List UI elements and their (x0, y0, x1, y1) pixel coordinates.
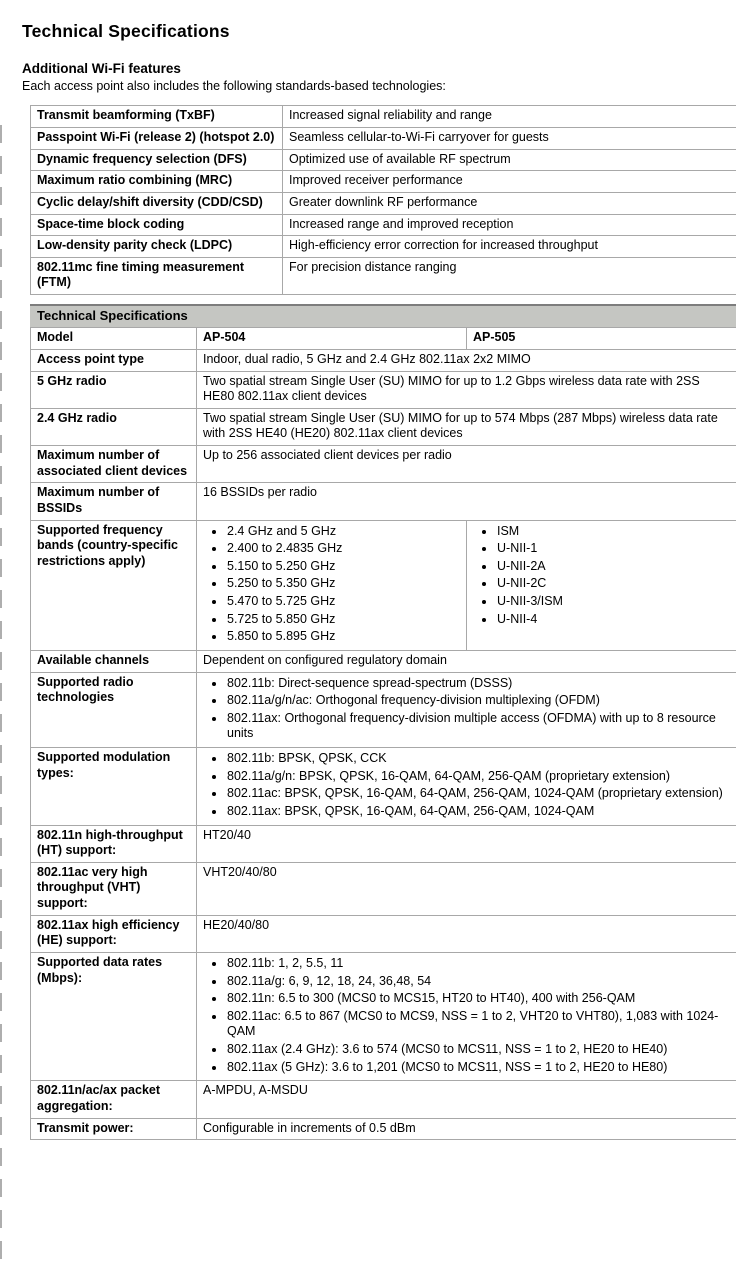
spec-label-cell: Available channels (31, 650, 197, 672)
bullet-list (203, 956, 731, 1075)
feature-row (31, 214, 736, 236)
spec-label-cell: 802.11n/ac/ax packet aggregation: (31, 1081, 197, 1118)
spec-label-cell: Access point type (31, 349, 197, 371)
bullet-item: • 2.4 GHz and 5 GHz (226, 524, 460, 540)
spec-value-cell: Configurable in increments of 0.5 dBm (197, 1118, 736, 1140)
spec-row (31, 748, 736, 826)
spec-label-cell: Supported frequency bands (country-specific restrictions apply) (31, 520, 197, 650)
bullet-item: • 5.470 to 5.725 GHz (226, 594, 460, 610)
feature-row (31, 106, 736, 128)
spec-label-cell: Transmit power: (31, 1118, 197, 1140)
page-title: Technical Specifications (22, 21, 736, 43)
bullet-item: • U-NII-2A (496, 559, 731, 575)
feature-name-cell: Passpoint Wi-Fi (release 2) (hotspot 2.0) (31, 128, 283, 150)
spec-label-cell: Supported radio technologies (31, 672, 197, 748)
bullet-item: • 802.11ac: 6.5 to 867 (MCS0 to MCS9, NSS = 1 to 2, VHT20 to VHT80), 1,083 with 1024-QAM (226, 1009, 731, 1040)
wifi-features-table (30, 105, 736, 295)
bullet-item: • 5.725 to 5.850 GHz (226, 612, 460, 628)
feature-benefit-cell: Increased signal reliability and range (283, 106, 736, 128)
feature-benefit-cell: Seamless cellular-to-Wi-Fi carryover for guests (283, 128, 736, 150)
spec-row (31, 483, 736, 520)
feature-benefit-cell: For precision distance ranging (283, 257, 736, 294)
bullet-item: • 5.150 to 5.250 GHz (226, 559, 460, 575)
bullet-item: • 802.11a/g: 6, 9, 12, 18, 24, 36,48, 54 (226, 974, 731, 990)
spec-label-cell: 802.11ac very high throughput (VHT) support: (31, 862, 197, 915)
bullet-list (473, 524, 731, 628)
spec-row (31, 672, 736, 748)
spec-model-cell: AP-504 (197, 328, 467, 350)
bullet-item: • U-NII-4 (496, 612, 731, 628)
spec-value-cell: HT20/40 (197, 825, 736, 862)
feature-name-cell: Cyclic delay/shift diversity (CDD/CSD) (31, 192, 283, 214)
feature-row (31, 149, 736, 171)
spec-row (31, 520, 736, 650)
spec-label-cell: 2.4 GHz radio (31, 408, 197, 445)
bullet-item: • 802.11ac: BPSK, QPSK, 16-QAM, 64-QAM, 256-QAM, 1024-QAM (proprietary extension) (226, 786, 731, 802)
spec-row (31, 371, 736, 408)
feature-name-cell: Transmit beamforming (TxBF) (31, 106, 283, 128)
section-heading: Additional Wi-Fi features (22, 61, 736, 78)
bullet-list (203, 751, 731, 820)
bullet-item: • U-NII-3/ISM (496, 594, 731, 610)
spec-label-cell: Supported data rates (Mbps): (31, 952, 197, 1080)
bullet-item: • 802.11ax (5 GHz): 3.6 to 1,201 (MCS0 to MCS11, NSS = 1 to 2, HE20 to HE80) (226, 1060, 731, 1076)
spec-value-cell (197, 748, 736, 826)
bullet-item: • 802.11ax (2.4 GHz): 3.6 to 574 (MCS0 to MCS11, NSS = 1 to 2, HE20 to HE40) (226, 1042, 731, 1058)
bullet-item: • ISM (496, 524, 731, 540)
spec-label-cell: Maximum number of associated client devices (31, 446, 197, 483)
spec-value-cell (197, 952, 736, 1080)
feature-name-cell: Space-time block coding (31, 214, 283, 236)
spec-value-cell: Dependent on configured regulatory domain (197, 650, 736, 672)
spec-value-cell: Two spatial stream Single User (SU) MIMO for up to 1.2 Gbps wireless data rate with 2SS HE80 802.11ax client devices (197, 371, 736, 408)
bullet-item: • 5.250 to 5.350 GHz (226, 576, 460, 592)
bullet-item: • U-NII-1 (496, 541, 731, 557)
spec-row (31, 328, 736, 350)
bullet-item: • 802.11n: 6.5 to 300 (MCS0 to MCS15, HT20 to HT40), 400 with 256-QAM (226, 991, 731, 1007)
feature-benefit-cell: High-efficiency error correction for increased throughput (283, 236, 736, 258)
spec-row (31, 915, 736, 952)
spec-value-cell: Two spatial stream Single User (SU) MIMO for up to 574 Mbps (287 Mbps) wireless data rate with 2SS HE40 (HE20) 802.11ax client devices (197, 408, 736, 445)
bullet-list (203, 524, 460, 645)
bullet-item: • 802.11b: BPSK, QPSK, CCK (226, 751, 731, 767)
specs-table-body (31, 328, 736, 1140)
bullet-item: • 802.11b: 1, 2, 5.5, 11 (226, 956, 731, 972)
bullet-item: • 802.11ax: Orthogonal frequency-division multiple access (OFDMA) with up to 8 resource units (226, 711, 731, 742)
left-row-tick-marks (0, 125, 2, 1267)
spec-row (31, 1081, 736, 1118)
section-intro: Each access point also includes the following standards-based technologies: (22, 79, 736, 95)
spec-label-cell: Model (31, 328, 197, 350)
bullet-item: • 802.11ax: BPSK, QPSK, 16-QAM, 64-QAM, 256-QAM, 1024-QAM (226, 804, 731, 820)
feature-row (31, 171, 736, 193)
spec-value-cell: VHT20/40/80 (197, 862, 736, 915)
bullet-item: • U-NII-2C (496, 576, 731, 592)
feature-benefit-cell: Greater downlink RF performance (283, 192, 736, 214)
spec-row (31, 408, 736, 445)
spec-row (31, 825, 736, 862)
spec-value-cell: A-MPDU, A-MSDU (197, 1081, 736, 1118)
spec-row (31, 862, 736, 915)
spec-value-cell: 16 BSSIDs per radio (197, 483, 736, 520)
feature-name-cell: Dynamic frequency selection (DFS) (31, 149, 283, 171)
spec-label-cell: 5 GHz radio (31, 371, 197, 408)
technical-specs-table (30, 327, 736, 1140)
spec-value-cell (197, 672, 736, 748)
spec-value-cell: HE20/40/80 (197, 915, 736, 952)
spec-row (31, 446, 736, 483)
feature-benefit-cell: Improved receiver performance (283, 171, 736, 193)
spec-label-cell: Supported modulation types: (31, 748, 197, 826)
feature-row (31, 128, 736, 150)
feature-row (31, 192, 736, 214)
spec-label-cell: 802.11ax high efficiency (HE) support: (31, 915, 197, 952)
spec-row (31, 349, 736, 371)
feature-row (31, 257, 736, 294)
feature-name-cell: Low-density parity check (LDPC) (31, 236, 283, 258)
bullet-item: • 802.11a/g/n: BPSK, QPSK, 16-QAM, 64-QAM, 256-QAM (proprietary extension) (226, 769, 731, 785)
spec-value-cell: Up to 256 associated client devices per radio (197, 446, 736, 483)
feature-row (31, 236, 736, 258)
bullet-list (203, 676, 731, 743)
spec-label-cell: Maximum number of BSSIDs (31, 483, 197, 520)
bullet-item: • 2.400 to 2.4835 GHz (226, 541, 460, 557)
bullet-item: • 802.11a/g/n/ac: Orthogonal frequency-division multiplexing (OFDM) (226, 693, 731, 709)
bullet-item: • 802.11b: Direct-sequence spread-spectrum (DSSS) (226, 676, 731, 692)
feature-name-cell: 802.11mc fine timing measurement (FTM) (31, 257, 283, 294)
spec-value-cell: Indoor, dual radio, 5 GHz and 2.4 GHz 802.11ax 2x2 MIMO (197, 349, 736, 371)
spec-row (31, 650, 736, 672)
spec-value-cell-left (197, 520, 467, 650)
feature-name-cell: Maximum ratio combining (MRC) (31, 171, 283, 193)
bullet-item: • 5.850 to 5.895 GHz (226, 629, 460, 645)
spec-model-cell: AP-505 (467, 328, 736, 350)
spec-row (31, 952, 736, 1080)
spec-row (31, 1118, 736, 1140)
specs-table-header-bar: Technical Specifications (30, 304, 736, 327)
features-table-body (31, 106, 736, 295)
spec-value-cell-right (467, 520, 736, 650)
feature-benefit-cell: Increased range and improved reception (283, 214, 736, 236)
feature-benefit-cell: Optimized use of available RF spectrum (283, 149, 736, 171)
spec-label-cell: 802.11n high-throughput (HT) support: (31, 825, 197, 862)
